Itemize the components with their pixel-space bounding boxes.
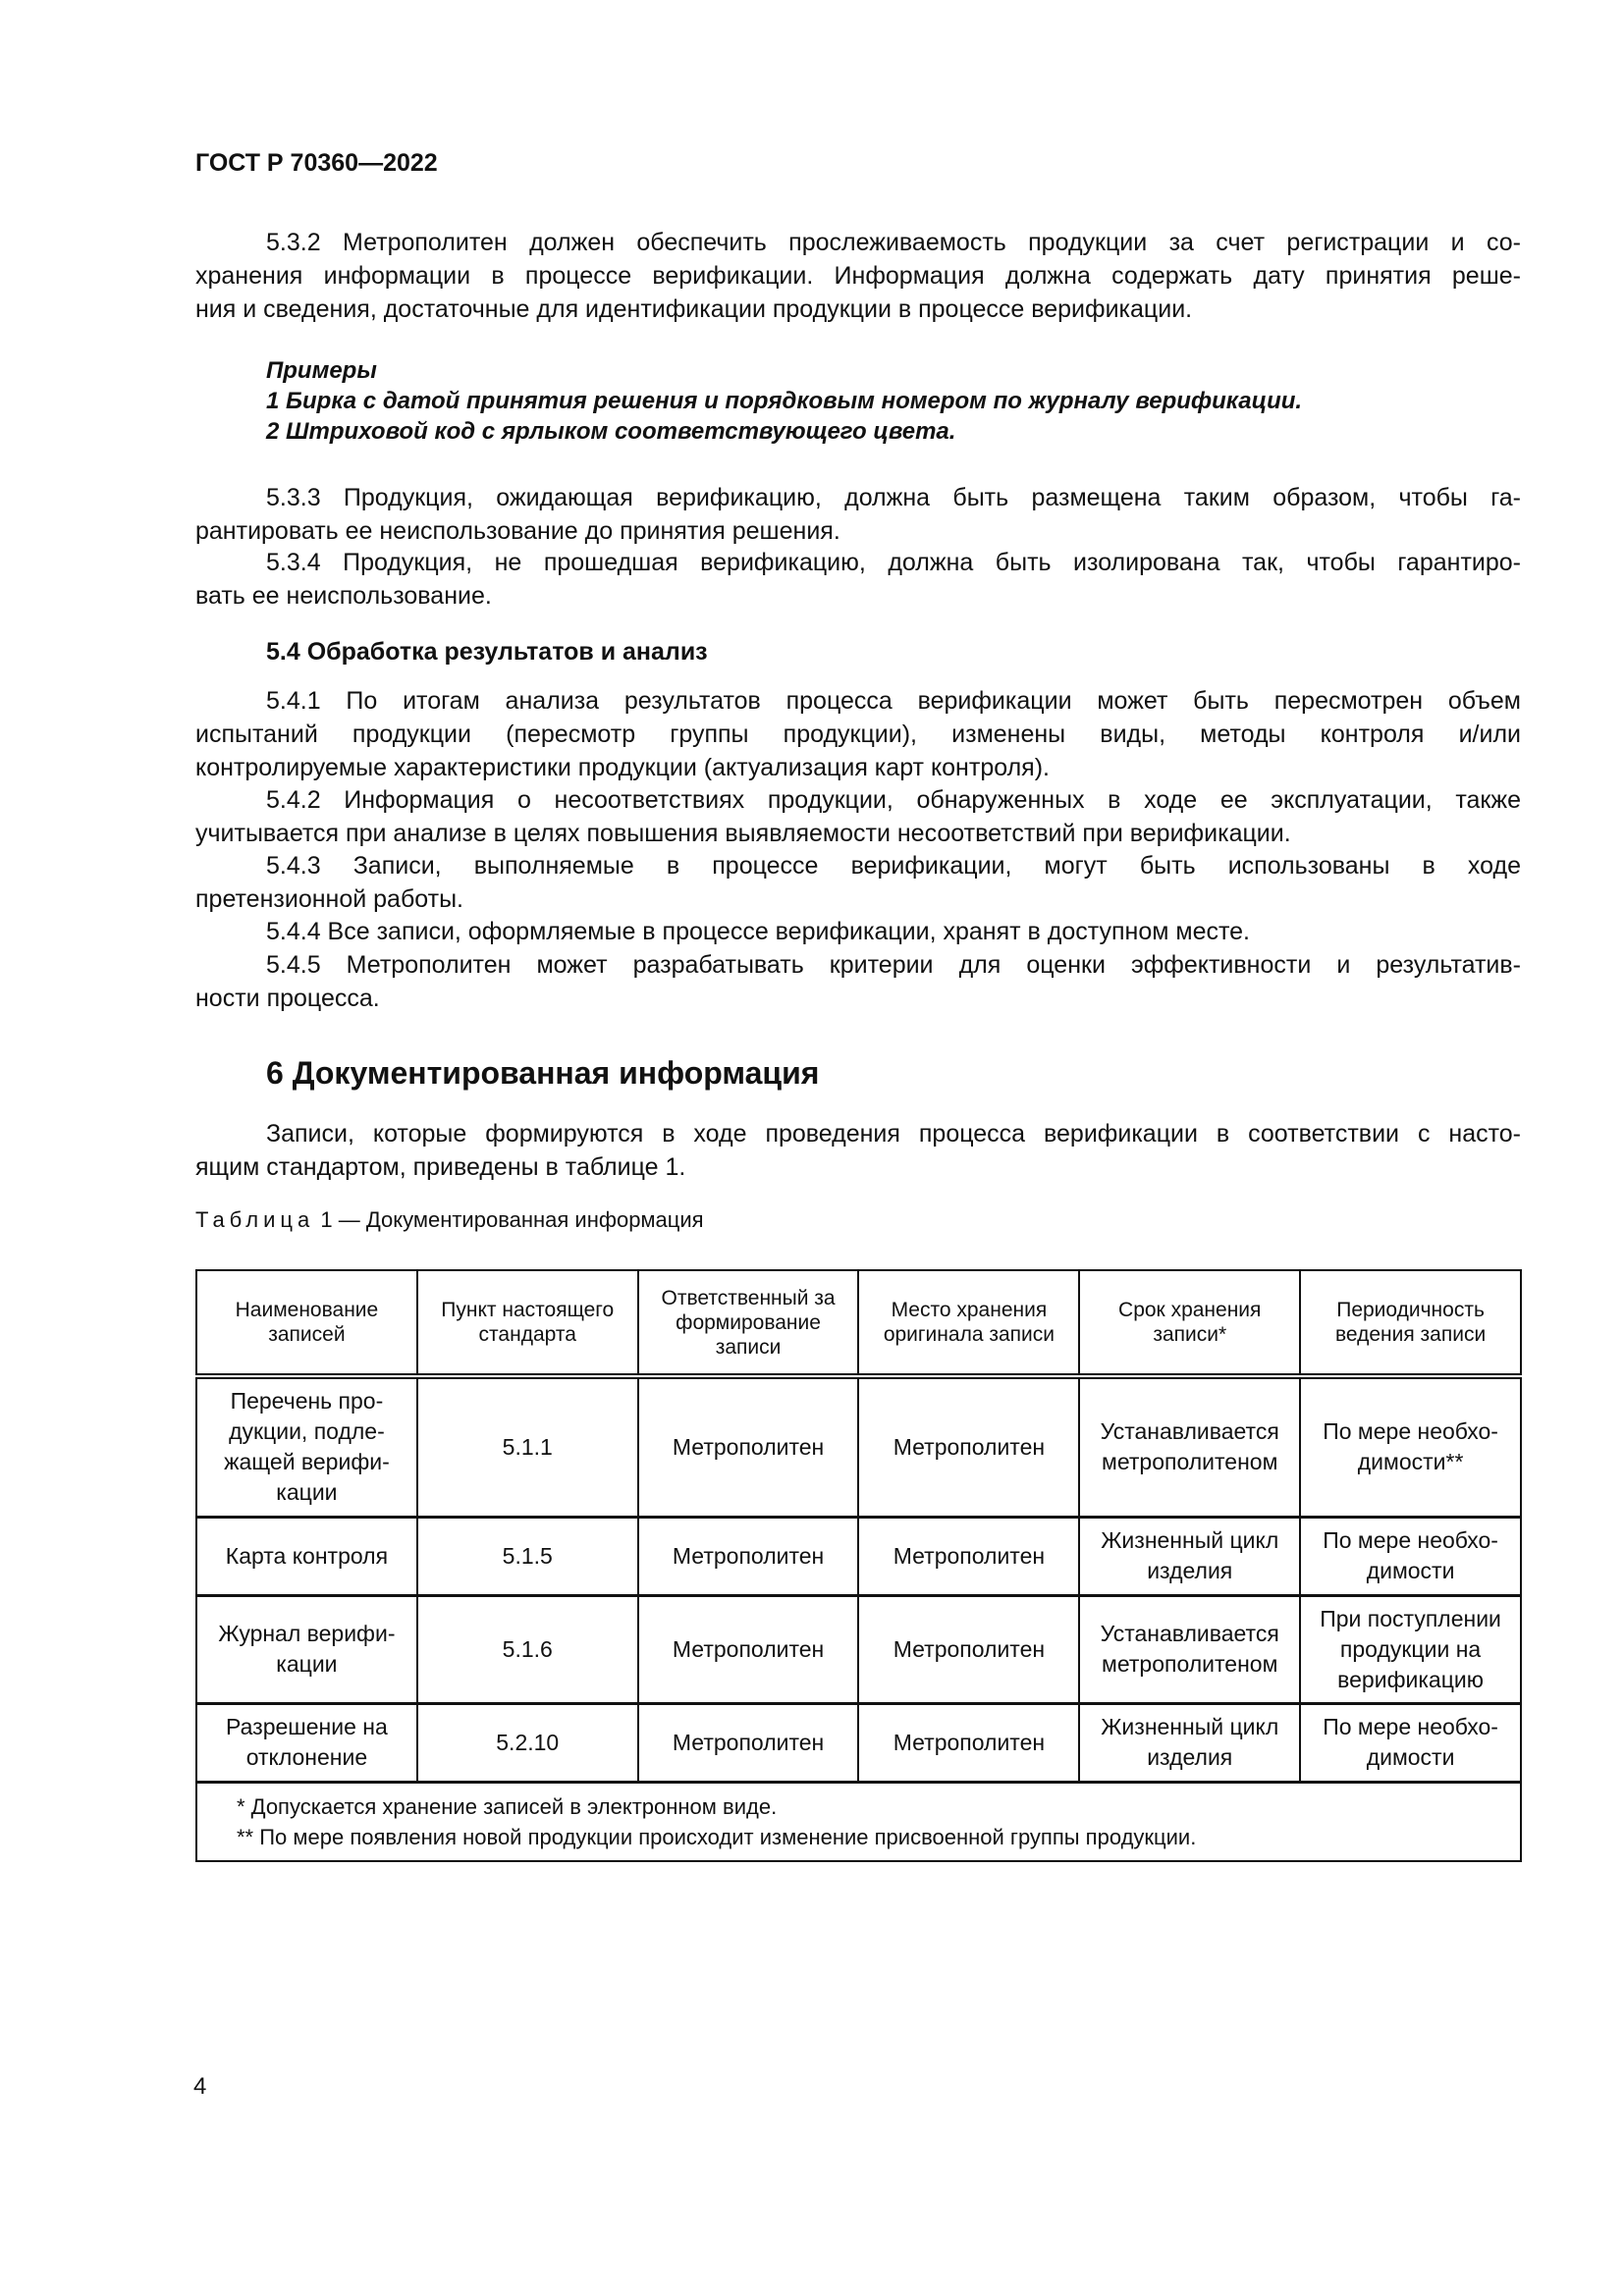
table-cell: По мере необхо-димости** [1300, 1376, 1521, 1517]
table-cell: Метрополитен [638, 1517, 859, 1595]
column-header: Периодичность ведения записи [1300, 1270, 1521, 1376]
table-cell: Карта контроля [196, 1517, 417, 1595]
paragraph-5-4-3 [195, 849, 1521, 916]
paragraph-5-3-4 [195, 546, 1521, 613]
paragraph-line: учитывается при анализе в целях повышения выявляемости несоответствий при верификации. [195, 820, 1291, 847]
table-cell: Метрополитен [858, 1517, 1079, 1595]
paragraph-line: испытаний продукции (пересмотр группы продукции), изменены виды, методы контроля и/или [195, 721, 1521, 748]
table-cell: По мере необхо-димости [1300, 1703, 1521, 1782]
paragraph-5-3-2 [195, 226, 1521, 326]
table-cell: Метрополитен [638, 1595, 859, 1703]
table-cell: При поступлении продукции на верификацию [1300, 1595, 1521, 1703]
section-6-heading: 6 Документированная информация [266, 1055, 820, 1091]
paragraph-line: ящим стандартом, приведены в таблице 1. [195, 1153, 686, 1181]
table-cell: Метрополитен [858, 1595, 1079, 1703]
table-row [196, 1595, 1521, 1703]
table-cell: Метрополитен [638, 1376, 859, 1517]
paragraph-line: 5.4.1 По итогам анализа результатов процесса верификации может быть пересмотрен объем [266, 687, 1521, 715]
table-header-row [196, 1270, 1521, 1376]
table-cell: Жизненный цикл изделия [1079, 1703, 1300, 1782]
table-caption-word: Таблица [195, 1207, 315, 1232]
column-header: Срок хранения записи* [1079, 1270, 1300, 1376]
paragraph-line: контролируемые характеристики продукции (актуализация карт контроля). [195, 754, 1050, 781]
page-number: 4 [193, 2073, 207, 2100]
table-caption [195, 1207, 704, 1233]
table-cell: Перечень про-дукции, подле-жащей верифи-кации [196, 1376, 417, 1517]
paragraph-line: вать ее неиспользование. [195, 582, 492, 610]
column-header: Пункт настоящего стандарта [417, 1270, 638, 1376]
table-cell: Метрополитен [858, 1376, 1079, 1517]
paragraph-line: 5.4.2 Информация о несоответствиях продукции, обнаруженных в ходе ее эксплуатации, также [266, 786, 1521, 814]
paragraph-line: Записи, которые формируются в ходе проведения процесса верификации в соответствии с насто- [266, 1120, 1521, 1148]
table-footnotes [196, 1782, 1521, 1861]
paragraph-line: 5.3.2 Метрополитен должен обеспечить прослеживаемость продукции за счет регистрации и со- [266, 229, 1521, 256]
documented-information-table [195, 1269, 1522, 1862]
examples-title: Примеры [266, 357, 377, 384]
section-5-4-heading: 5.4 Обработка результатов и анализ [266, 638, 708, 666]
paragraph-line: 5.3.4 Продукция, не прошедшая верификацию, должна быть изолирована так, чтобы гарантиро- [266, 549, 1521, 576]
paragraph-5-4-2 [195, 783, 1521, 850]
paragraph-line: хранения информации в процессе верификации. Информация должна содержать дату принятия реше- [195, 262, 1521, 290]
paragraph-section-6 [195, 1117, 1521, 1184]
paragraph-5-4-5 [195, 948, 1521, 1015]
footnote: ** По мере появления новой продукции происходит изменение присвоенной группы продукции. [237, 1824, 1197, 1849]
paragraph-line: претензионной работы. [195, 885, 463, 913]
example-item: 2 Штриховой код с ярлыком соответствующего цвета. [266, 418, 956, 445]
paragraph-5-4-1 [195, 684, 1521, 784]
paragraph-line: ния и сведения, достаточные для идентификации продукции в процессе верификации. [195, 295, 1193, 323]
table-cell: 5.1.5 [417, 1517, 638, 1595]
paragraph-line: 5.3.3 Продукция, ожидающая верификацию, должна быть размещена таким образом, чтобы га- [266, 484, 1521, 511]
paragraph-line: 5.4.5 Метрополитен может разрабатывать критерии для оценки эффективности и результатив- [266, 951, 1521, 979]
table-cell: Устанавливается метрополитеном [1079, 1376, 1300, 1517]
table-cell: 5.1.1 [417, 1376, 638, 1517]
table-cell: Устанавливается метрополитеном [1079, 1595, 1300, 1703]
table-caption-title: 1 — Документированная информация [314, 1207, 704, 1232]
table-cell: Жизненный цикл изделия [1079, 1517, 1300, 1595]
table-row [196, 1517, 1521, 1595]
column-header: Ответственный за формирование записи [638, 1270, 859, 1376]
table-cell: По мере необхо-димости [1300, 1517, 1521, 1595]
table-cell: Журнал верифи-кации [196, 1595, 417, 1703]
table-footnote-row [196, 1782, 1521, 1861]
example-item: 1 Бирка с датой принятия решения и порядковым номером по журналу верификации. [266, 388, 1303, 414]
examples-block [266, 355, 1302, 447]
paragraph-5-3-3 [195, 481, 1521, 548]
table-cell: 5.1.6 [417, 1595, 638, 1703]
document-code-header: ГОСТ Р 70360—2022 [195, 149, 438, 177]
table-row [196, 1376, 1521, 1517]
table-cell: Разрешение на отклонение [196, 1703, 417, 1782]
paragraph-line: 5.4.3 Записи, выполняемые в процессе верификации, могут быть использованы в ходе [266, 852, 1521, 880]
paragraph-5-4-4 [195, 915, 1521, 948]
table-cell: 5.2.10 [417, 1703, 638, 1782]
paragraph-line: рантировать ее неиспользование до принятия решения. [195, 517, 840, 545]
paragraph-line: ности процесса. [195, 985, 380, 1012]
paragraph-line: 5.4.4 Все записи, оформляемые в процессе верификации, хранят в доступном месте. [266, 918, 1250, 945]
footnote: * Допускается хранение записей в электронном виде. [237, 1793, 778, 1819]
column-header: Наименование записей [196, 1270, 417, 1376]
table-cell: Метрополитен [638, 1703, 859, 1782]
column-header: Место хранения оригинала записи [858, 1270, 1079, 1376]
table-cell: Метрополитен [858, 1703, 1079, 1782]
table-row [196, 1703, 1521, 1782]
